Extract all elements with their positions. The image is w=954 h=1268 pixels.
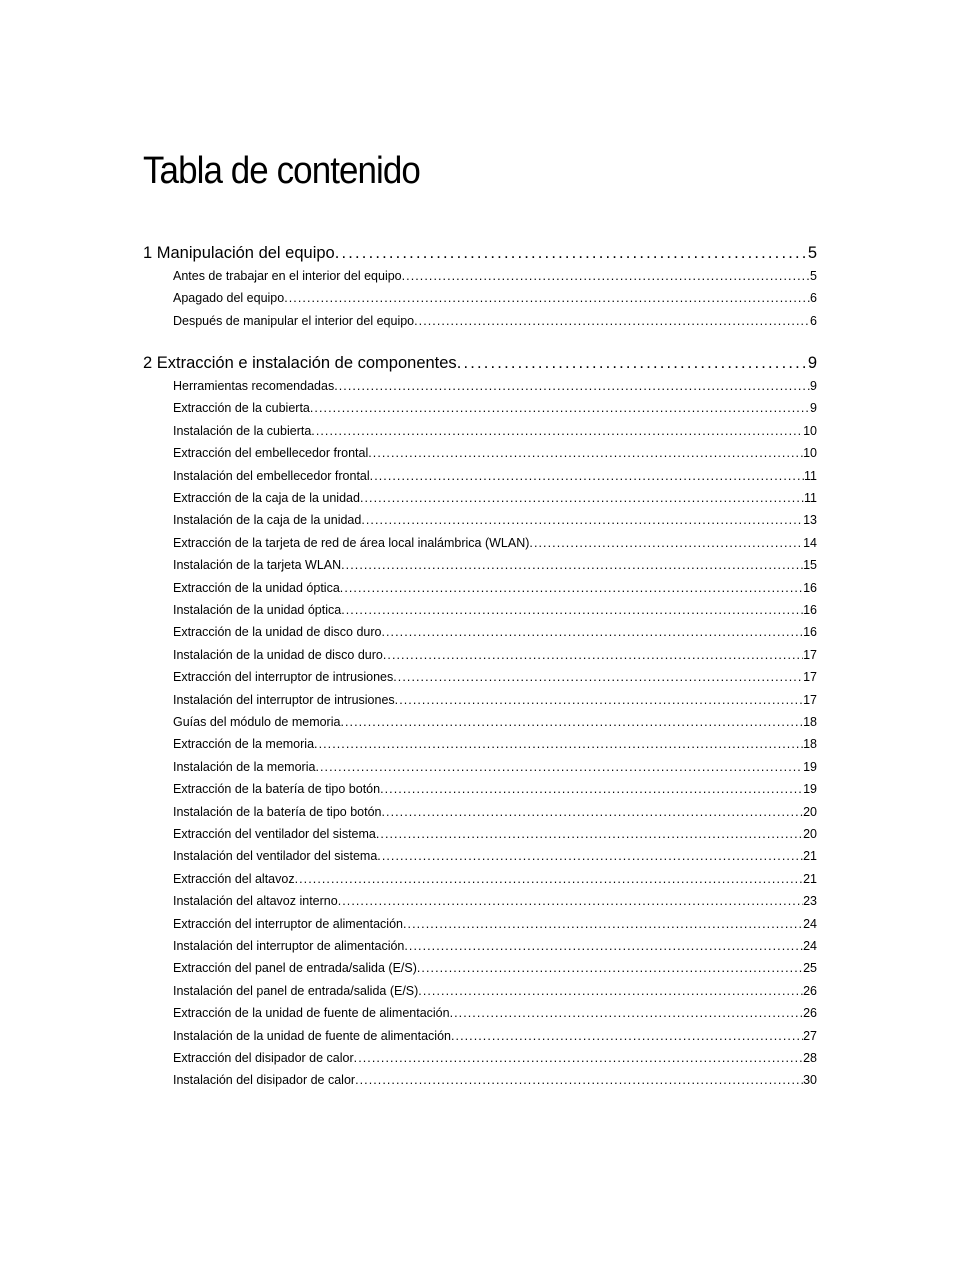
dot-leader (381, 625, 803, 639)
toc-entry-page-number: 10 (803, 423, 817, 438)
toc-entry-label: Instalación de la cubierta (173, 423, 312, 438)
toc-entry[interactable] (173, 491, 817, 505)
toc-chapter[interactable] (143, 354, 817, 373)
toc-entry[interactable] (173, 849, 817, 863)
toc-entry[interactable] (173, 446, 817, 460)
toc-entry-page-number: 9 (810, 401, 817, 416)
toc-entry-page-number: 21 (803, 871, 817, 886)
toc-entry-label: Extracción del interruptor de alimentación (173, 916, 403, 931)
dot-leader (529, 536, 803, 550)
toc-entry-label: Instalación del embellecedor frontal (173, 468, 370, 483)
toc-entry-label: Extracción de la batería de tipo botón (173, 782, 381, 797)
dot-leader (314, 737, 803, 751)
toc-entry[interactable] (173, 291, 817, 305)
toc-entry-page-number: 23 (803, 894, 817, 909)
toc-entry-page-number: 10 (803, 446, 817, 461)
toc-entry[interactable] (173, 625, 817, 639)
toc-entry[interactable] (173, 469, 817, 483)
toc-entry-page-number: 20 (803, 827, 817, 841)
toc-entry-label: Extracción de la caja de la unidad (173, 491, 360, 505)
toc-entry-page-number: 26 (803, 983, 817, 998)
toc-entry-label: Extracción del embellecedor frontal (173, 446, 369, 461)
dot-leader (341, 558, 803, 572)
toc-chapter[interactable] (143, 244, 817, 263)
toc-entry-label: Extracción de la unidad óptica (173, 580, 340, 595)
toc-entry[interactable] (173, 737, 817, 751)
toc-entry-page-number: 24 (803, 916, 817, 931)
toc-entry[interactable] (173, 581, 817, 595)
toc-entry-label: Extracción de la tarjeta de red de área local inalámbrica (WLAN) (173, 535, 530, 550)
dot-leader (395, 693, 803, 707)
toc-entry-page-number: 24 (803, 939, 817, 953)
toc-entry-page-number: 16 (803, 625, 817, 640)
toc-entry-label: Instalación de la caja de la unidad (173, 513, 362, 528)
dot-leader (361, 513, 803, 527)
toc-entry-label: Instalación del interruptor de alimentación (173, 939, 405, 953)
toc-entry-page-number: 15 (803, 558, 817, 573)
toc-entry-label: Instalación del interruptor de intrusiones (173, 692, 395, 707)
toc-entry[interactable] (173, 894, 817, 908)
toc-entry-label: Instalación de la unidad de fuente de alimentación (173, 1028, 451, 1043)
toc-entry[interactable] (173, 424, 817, 438)
toc-entry[interactable] (173, 917, 817, 931)
toc-entry[interactable] (173, 269, 817, 283)
dot-leader (341, 603, 803, 617)
toc-entry-label: Instalación de la memoria (173, 759, 316, 774)
toc-entry[interactable] (173, 314, 817, 328)
toc-entry-page-number: 18 (803, 737, 817, 752)
toc-entry-page-number: 9 (810, 379, 817, 393)
dot-leader (311, 424, 803, 438)
toc-entry-page-number: 28 (803, 1051, 817, 1065)
dot-leader (315, 760, 803, 774)
toc-entry-page-number: 16 (803, 580, 817, 595)
toc-entry-page-number: 17 (803, 670, 817, 685)
dot-leader (376, 827, 803, 841)
toc-entry-label: Instalación de la unidad de disco duro (173, 647, 383, 662)
toc-entry-label: 2 Extracción e instalación de componentes (143, 354, 457, 372)
toc-entry-label: Apagado del equipo (173, 291, 285, 306)
toc-entry-label: Después de manipular el interior del equipo (173, 313, 415, 328)
toc-entry[interactable] (173, 715, 817, 729)
toc-entry[interactable] (173, 939, 817, 953)
toc-entry-page-number: 27 (803, 1028, 817, 1043)
toc-entry-page-number: 21 (803, 849, 817, 864)
dot-leader (370, 469, 804, 483)
toc-entry[interactable] (173, 379, 817, 393)
toc-entry-label: Extracción de la unidad de fuente de alimentación (173, 1006, 450, 1021)
dot-leader (295, 872, 804, 886)
toc-entry-page-number: 17 (803, 647, 817, 662)
dot-leader (414, 314, 810, 328)
toc-entry[interactable] (173, 1051, 817, 1065)
toc-entry-page-number: 30 (803, 1073, 817, 1088)
toc-entry-label: 1 Manipulación del equipo (143, 244, 335, 262)
toc-entry[interactable] (173, 648, 817, 662)
dot-leader (334, 379, 810, 393)
toc-entry-label: Extracción de la cubierta (173, 401, 310, 416)
toc-entry-label: Extracción del ventilador del sistema (173, 827, 376, 841)
dot-leader (451, 1029, 803, 1043)
toc-entry-label: Extracción del interruptor de intrusiones (173, 670, 394, 685)
toc-entry[interactable] (173, 961, 817, 975)
dot-leader (457, 354, 808, 373)
dot-leader (338, 894, 803, 908)
dot-leader (404, 939, 803, 953)
dot-leader (450, 1006, 804, 1020)
toc-entry-page-number: 20 (803, 804, 817, 819)
toc-entry-label: Instalación del altavoz interno (173, 894, 338, 909)
dot-leader (377, 849, 803, 863)
toc-entry-page-number: 6 (810, 313, 817, 328)
toc-entry[interactable] (173, 760, 817, 774)
dot-leader (383, 648, 803, 662)
toc-entry-label: Extracción del altavoz (173, 871, 295, 886)
dot-leader (403, 917, 803, 931)
toc-entry-page-number: 11 (804, 491, 817, 505)
toc-entry[interactable] (173, 536, 817, 550)
toc-entry[interactable] (173, 603, 817, 617)
toc-entry-page-number: 5 (810, 269, 817, 283)
dot-leader (340, 715, 803, 729)
dot-leader (418, 984, 803, 998)
toc-entry-page-number: 19 (803, 782, 817, 797)
toc-entry[interactable] (173, 782, 817, 796)
toc-entry-label: Instalación de la unidad óptica (173, 603, 342, 617)
toc-entry-page-number: 14 (803, 535, 817, 550)
toc-entry-label: Extracción del panel de entrada/salida (E/S) (173, 961, 417, 976)
toc-entry-page-number: 11 (804, 468, 817, 483)
dot-leader (393, 670, 803, 684)
dot-leader (310, 401, 810, 415)
dot-leader (335, 244, 808, 263)
toc-entry[interactable] (173, 872, 817, 886)
toc-entry[interactable] (173, 558, 817, 572)
toc-entry[interactable] (173, 827, 817, 841)
toc-entry[interactable] (173, 805, 817, 819)
dot-leader (402, 269, 810, 283)
toc-entry-label: Herramientas recomendadas (173, 379, 335, 393)
toc-entry-label: Guías del módulo de memoria (173, 715, 341, 729)
toc-entry-page-number: 16 (803, 603, 817, 617)
dot-leader (381, 805, 803, 819)
dot-leader (354, 1051, 803, 1065)
dot-leader (284, 291, 810, 305)
toc-entry-page-number: 17 (803, 692, 817, 707)
toc-entry-page-number: 18 (803, 715, 817, 729)
toc-entry-page-number: 5 (807, 244, 817, 262)
toc-entry-label: Antes de trabajar en el interior del equipo (173, 269, 402, 283)
dot-leader (355, 1073, 803, 1087)
toc-entry-label: Instalación del ventilador del sistema (173, 849, 378, 864)
dot-leader (340, 581, 803, 595)
toc-entry[interactable] (173, 1073, 817, 1087)
toc-entry-page-number: 26 (803, 1006, 817, 1021)
toc-entry-page-number: 9 (807, 354, 817, 372)
toc-entry[interactable] (173, 513, 817, 527)
toc-entry-label: Instalación del panel de entrada/salida (E/S) (173, 983, 419, 998)
toc-entry-page-number: 19 (803, 759, 817, 774)
toc-entry-label: Instalación del disipador de calor (173, 1073, 356, 1088)
toc-entry[interactable] (173, 1029, 817, 1043)
toc-entry-page-number: 25 (803, 961, 817, 976)
dot-leader (380, 782, 803, 796)
dot-leader (368, 446, 803, 460)
toc-entry[interactable] (173, 1006, 817, 1020)
page-title: Tabla de contenido (143, 150, 420, 192)
toc-entry[interactable] (173, 401, 817, 415)
toc-entry[interactable] (173, 984, 817, 998)
toc-entry-page-number: 6 (810, 291, 817, 306)
toc-entry-label: Extracción de la memoria (173, 737, 315, 752)
toc-entry[interactable] (173, 670, 817, 684)
toc-entry-label: Extracción del disipador de calor (173, 1051, 354, 1065)
dot-leader (360, 491, 804, 505)
toc-entry-label: Instalación de la batería de tipo botón (173, 804, 382, 819)
toc-entry-page-number: 13 (803, 513, 817, 528)
toc-entry-label: Extracción de la unidad de disco duro (173, 625, 382, 640)
toc-entry[interactable] (173, 693, 817, 707)
toc-entry-label: Instalación de la tarjeta WLAN (173, 558, 342, 573)
dot-leader (417, 961, 803, 975)
